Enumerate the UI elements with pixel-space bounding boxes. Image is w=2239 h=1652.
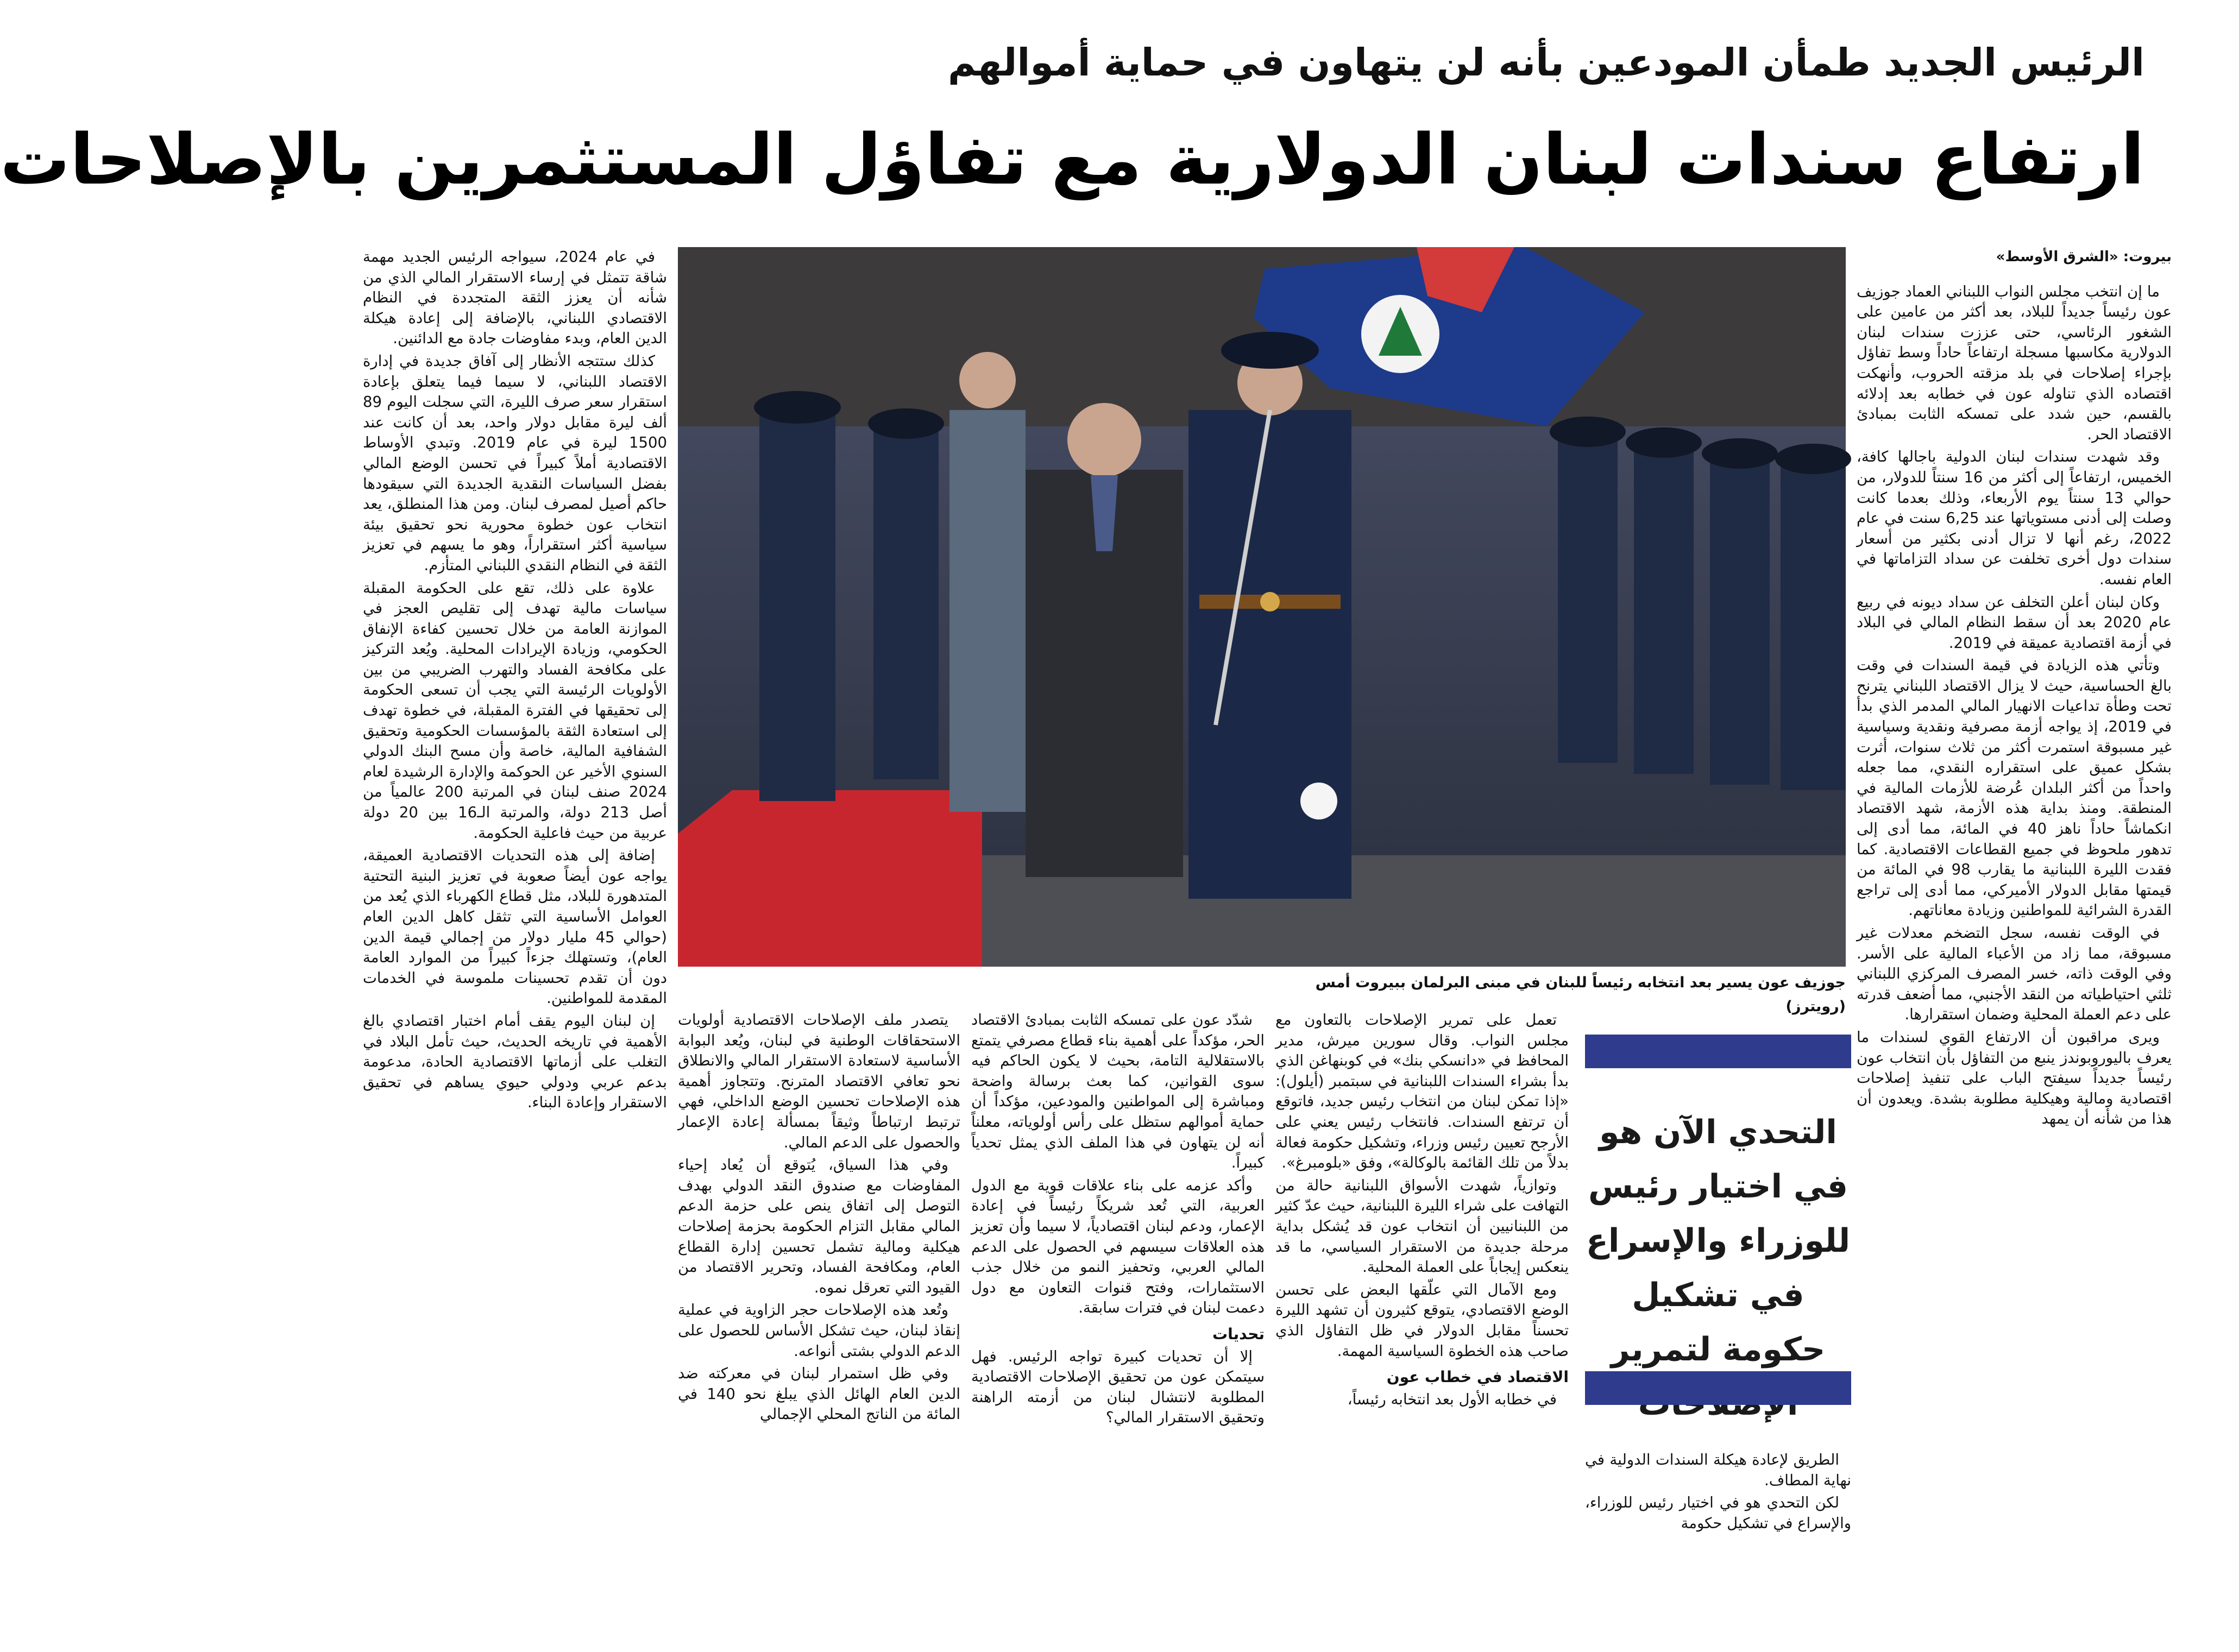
paragraph: وتُعد هذه الإصلاحات حجر الزاوية في عملية إنقاذ لبنان، حيث تشكل الأساس للحصول على الدعم الدولي بشتى أنواعه. — [678, 1301, 960, 1360]
paragraph: تعمل على تمرير الإصلاحات بالتعاون مع مجلس النواب. وقال سورين ميرش، مدير المحافظ في «دانسكي بنك» في كوبنهاغن الذي بدأ بشراء السندات اللبنانية في سبتمبر (أيلول): «إذا تمكن لبنان من انتخاب رئيس جديد، فاتوقع أن ترتفع السندات. فانتخاب رئيس يعني على الأرجح تعيين رئيس وزراء، وتشكيل حكومة فعالة بدلاً من تلك القائمة بالوكالة»، وفق «بلومبرغ». — [1275, 1011, 1569, 1172]
article-column-4 — [971, 1010, 1265, 1640]
article-column-5 — [678, 1010, 960, 1640]
main-headline: ارتفاع سندات لبنان الدولارية مع تفاؤل المستثمرين بالإصلاحات — [0, 119, 2144, 200]
paragraph: الطريق لإعادة هيكلة السندات الدولية في نهاية المطاف. — [1585, 1451, 1851, 1489]
paragraph: في عام 2024، سيواجه الرئيس الجديد مهمة شاقة تتمثل في إرساء الاستقرار المالي الذي من شأنه أن يعزز الثقة المتجددة في النظام الاقتصادي اللبناني، بالإضافة إلى إعادة هيكلة الدين العام، وبدء مفاوضات جادة مع الدائنين. — [363, 248, 667, 348]
dateline: بيروت: «الشرق الأوسط» — [1996, 249, 2172, 265]
paragraph: في الوقت نفسه، سجل التضخم معدلات غير مسبوقة، مما زاد من الأعباء المالية على الأسر. وفي الوقت ذاته، خسر المصرف المركزي اللبناني ثلثي احتياطياته من النقد الأجنبي، مما أضعف قدرته على دعم العملة المحلية وضمان استقرارها. — [1857, 924, 2172, 1024]
pull-quote-box — [1585, 1035, 1851, 1436]
subheading: الاقتصاد في خطاب عون — [1386, 1368, 1569, 1386]
news-photo — [678, 247, 1846, 967]
paragraph: وتوازياً، شهدت الأسواق اللبنانية حالة من التهافت على شراء الليرة اللبنانية، حيث عدّ كثير من اللبنانيين أن انتخاب عون قد يُشكل بداية مرحلة جديدة من الاستقرار السياسي، ما قد ينعكس إيجاباً على العملة المحلية. — [1275, 1176, 1569, 1276]
paragraph: وفي ظل استمرار لبنان في معركته ضد الدين العام الهائل الذي يبلغ نحو 140 في المائة من الناتج المحلي الإجمالي — [678, 1365, 960, 1423]
paragraph: وكان لبنان أعلن التخلف عن سداد ديونه في ربيع عام 2020 بعد أن سقط النظام المالي في البلاد في أزمة اقتصادية عميقة في 2019. — [1857, 593, 2172, 652]
article-column-2 — [1585, 1450, 1851, 1640]
paragraph: علاوة على ذلك، تقع على الحكومة المقبلة سياسات مالية تهدف إلى تقليص العجز في الموازنة العامة من خلال تحسين كفاءة الإنفاق الحكومي، وزيادة الإيرادات المحلية. ويُعد التركيز على مكافحة الفساد والتهرب الضريبي من بين الأولويات الرئيسة التي يجب أن تسعى الحكومة إلى تحقيقها في الفترة المقبلة، في خطوة تهدف إلى استعادة الثقة بالمؤسسات الحكومية وتحقيق الشفافية المالية، خاصة وأن مسح البنك الدولي السنوي الأخير عن الحوكمة والإدارة الرشيدة لعام 2024 صنف لبنان في المرتبة 200 عالمياً من أصل 213 دولة، والمرتبة الـ16 بين 20 دولة عربية من حيث فاعلية الحكومة. — [363, 579, 668, 842]
paragraph: إلا أن تحديات كبيرة تواجه الرئيس. فهل سيتمكن عون من تحقيق الإصلاحات الاقتصادية المطلوبة لانتشال لبنان من أزمته الراهنة وتحقيق الاستقرار المالي؟ — [971, 1347, 1265, 1427]
paragraph: شدّد عون على تمسكه الثابت بمبادئ الاقتصاد الحر، مؤكداً على أهمية بناء قطاع مصرفي يتمتع بالاستقلالية التامة، بحيث لا يكون الحاكم فيه سوى القوانين، كما بعث برسالة واضحة ومباشرة إلى المواطنين والمودعين، مؤكداً أن حماية أموالهم ستظل على رأس أولوياته، معلناً أنه لن يتهاون في هذا الملف الذي يمثل تحدياً كبيراً. — [971, 1011, 1265, 1172]
paragraph: ويرى مراقبون أن الارتفاع القوي لسندات ما يعرف باليوروبوندز ينبع من التفاؤل بأن انتخاب عون رئيساً جديداً سيفتح الباب على تنفيذ إصلاحات اقتصادية ومالية وهيكلية مطلوبة بشدة. ويعدون أن هذا من شأنه أن يمهد — [1857, 1028, 2172, 1128]
parade-illustration — [678, 247, 1846, 967]
photo-caption: جوزيف عون يسير بعد انتخابه رئيساً للبنان في مبنى البرلمان ببيروت أمس (رويترز) — [1315, 974, 1846, 1015]
paragraph: ما إن انتخب مجلس النواب اللبناني العماد جوزيف عون رئيساً جديداً للبلاد، بعد أكثر من عامين على الشغور الرئاسي، حتى عززت سندات لبنان الدولارية مكاسبها مسجلة ارتفاعاً حاداً وسط تفاؤل بإجراء إصلاحات في بلد مزقته الحروب، وأنهكت اقتصاده الذي تناوله عون في خطابه بعد إدلائه بالقسم، حين شدد على تمسكه الثابت بمبادئ الاقتصاد الحر. — [1857, 282, 2172, 443]
paragraph: كذلك ستتجه الأنظار إلى آفاق جديدة في إدارة الاقتصاد اللبناني، لا سيما فيما يتعلق بإعادة استقرار سعر صرف الليرة، التي سجلت اليوم 89 ألف ليرة مقابل دولار واحد، بعد أن كانت عند 1500 ليرة في عام 2019. وتبدي الأوساط الاقتصادية أملاً كبيراً في تحسن الوضع المالي بفضل السياسات النقدية الجديدة التي سيقودها حاكم أصيل لمصرف لبنان. ومن هذا المنطلق، يعد انتخاب عون خطوة محورية نحو تحقيق بيئة سياسية أكثر استقراراً، وهو ما يسهم في تعزيز الثقة في النظام النقدي اللبناني المتأزم. — [363, 352, 668, 574]
article-column-1 — [1857, 247, 2172, 1637]
paragraph: لكن التحدي هو في اختيار رئيس للوزراء، والإسراع في تشكيل حكومة — [1585, 1494, 1851, 1532]
paragraph: وتأتي هذه الزيادة في قيمة السندات في وقت بالغ الحساسية، حيث لا يزال الاقتصاد اللبناني يترنح تحت وطأة تداعيات الانهيار المالي المدمر الذي بدأ في 2019، إذ يواجه أزمة مصرفية ونقدية وسياسية غير مسبوقة استمرت أكثر من ثلاث سنوات، أثرت بشكل عميق على استقراره النقدي، مما جعله واحداً من أكثر البلدان عُرضة للأزمات المالية في المنطقة. ومنذ بداية هذه الأزمة، شهد الاقتصاد انكماشاً حاداً ناهز 40 في المائة، مما أدى إلى تدهور ملحوظ في جميع القطاعات الاقتصادية. كما فقدت الليرة اللبنانية ما يقارب 98 في المائة من قيمتها مقابل الدولار الأميركي، مما أدى إلى تراجع القدرة الشرائية للمواطنين وزيادة معاناتهم. — [1857, 657, 2172, 919]
article-column-6 — [363, 247, 667, 1637]
subheading: تحديات — [1212, 1325, 1265, 1343]
paragraph: إضافة إلى هذه التحديات الاقتصادية العميقة، يواجه عون أيضاً صعوبة في تعزيز البنية التحتية المتدهورة للبلاد، مثل قطاع الكهرباء الذي يُعد من العوامل الأساسية التي تثقل كاهل الدين العام (حوالي 45 مليار دولار من إجمالي قيمة الدين العام)، وتستهلك جزءاً كبيراً من الموارد العامة دون أن تقدم تحسينات ملموسة في الخدمات المقدمة للمواطنين. — [363, 847, 667, 1007]
paragraph: وأكد عزمه على بناء علاقات قوية مع الدول العربية، التي تُعد شريكاً رئيساً في إعادة الإعمار، ودعم لبنان اقتصادياً، لا سيما وأن تعزيز هذه العلاقات سيسهم في الحصول على الدعم المالي العربي، وتحفيز النمو من خلال جذب الاستثمارات، وفتح قنوات التعاون مع دول دعمت لبنان في فترات سابقة. — [971, 1176, 1265, 1317]
kicker-headline: الرئيس الجديد طمأن المودعين بأنه لن يتهاون في حماية أموالهم — [948, 40, 2144, 85]
paragraph: ومع الآمال التي علّقها البعض على تحسن الوضع الاقتصادي، يتوقع كثيرون أن تشهد الليرة تحسناً مقابل الدولار في ظل التفاؤل الذي صاحب هذه الخطوة السياسية المهمة. — [1275, 1281, 1569, 1360]
pull-quote-bottom-bar — [1585, 1371, 1851, 1405]
paragraph: يتصدر ملف الإصلاحات الاقتصادية أولويات الاستحقاقات الوطنية في لبنان، ويُعد البوابة الأساسية لاستعادة الاستقرار المالي والانطلاق نحو تعافي الاقتصاد المترنح. وتتجاوز أهمية هذه الإصلاحات تحسين الوضع الداخلي، فهي ترتبط ارتباطاً وثيقاً بمسألة إعادة الإعمار والحصول على الدعم المالي. — [678, 1011, 960, 1151]
paragraph: إن لبنان اليوم يقف أمام اختبار اقتصادي بالغ الأهمية في تاريخه الحديث، حيث تأمل البلاد في التغلب على أزماتها الاقتصادية الحادة، مدعومة بدعم عربي ودولي حيوي يساهم في تحقيق الاستقرار وإعادة البناء. — [363, 1012, 667, 1112]
pull-quote-text: التحدي الآن هو في اختيار رئيس للوزراء والإسراع في تشكيل حكومة لتمرير — [1586, 1113, 1851, 1369]
article-column-3 — [1275, 1010, 1569, 1640]
pull-quote-top-bar — [1585, 1035, 1851, 1068]
paragraph: في خطابه الأول بعد انتخابه رئيساً، — [1347, 1390, 1557, 1408]
paragraph: وقد شهدت سندات لبنان الدولية باجالها كافة، الخميس، ارتفاعاً إلى أكثر من 16 سنتاً للدولار، من حوالي 13 سنتاً يوم الأربعاء، وذلك بعدما كانت وصلت إلى أدنى مستوياتها عند 6,25 سنت في عام 2022، رغم أنها لا تزال أدنى بكثير من أسعار سندات دول أخرى تخلفت عن سداد التزاماتها في العام نفسه. — [1857, 448, 2172, 588]
paragraph: وفي هذا السياق، يُتوقع أن يُعاد إحياء المفاوضات مع صندوق النقد الدولي بهدف التوصل إلى اتفاق ينص على حزمة الدعم المالي مقابل التزام الحكومة بحزمة إصلاحات هيكلية ومالية تشمل تحسين إدارة القطاع العام، ومكافحة الفساد، وتحرير الاقتصاد من القيود التي تعرقل نموه. — [678, 1156, 960, 1296]
